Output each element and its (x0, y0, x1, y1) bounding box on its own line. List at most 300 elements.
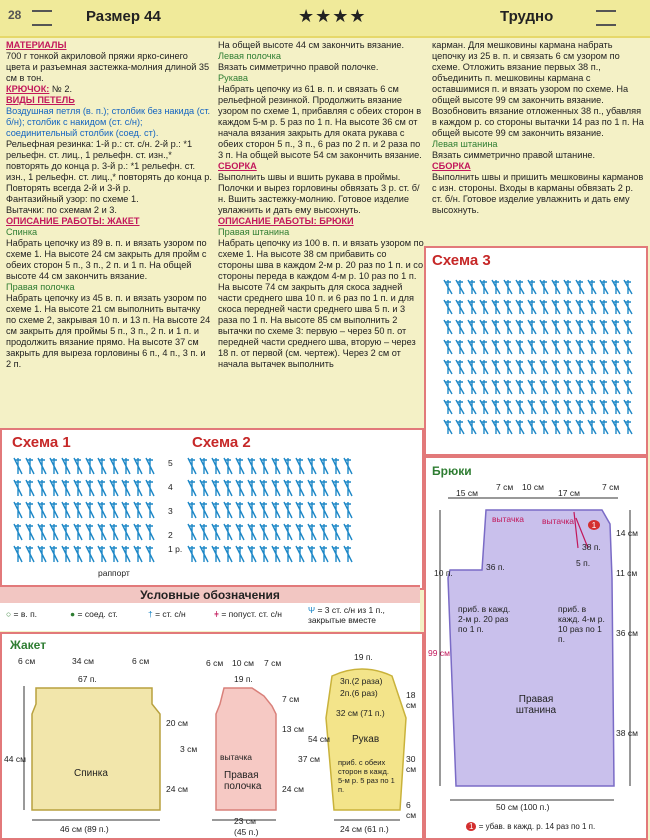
scheme-1-stitch (146, 546, 154, 562)
scheme-2-stitch (188, 502, 196, 518)
back-subheading: Спинка (6, 227, 38, 237)
scheme-1-stitch (26, 480, 34, 496)
back-dim-side-total: 44 см (4, 754, 26, 764)
scheme-1-stitch (134, 502, 142, 518)
scheme-3-stitch (624, 340, 632, 354)
left-front-subheading: Левая полочка (218, 51, 281, 61)
scheme-3-stitch (516, 400, 524, 414)
back-dim-side-2: 24 см (166, 784, 188, 794)
scheme-3-stitch (624, 400, 632, 414)
scheme-1-stitch (26, 502, 34, 518)
stitches-heading: ВИДЫ ПЕТЕЛЬ (6, 95, 75, 105)
row-number-1: 1 р. (168, 544, 183, 554)
scheme-3-panel (424, 246, 648, 456)
scheme-3-stitch (492, 380, 500, 394)
scheme-3-stitch (576, 300, 584, 314)
assembly-heading: СБОРКА (218, 161, 257, 171)
assembly-text: Выполнить швы и вшить рукава в проймы. Полочки и вырез горловины обвязать 3 р. ст. б/н. Вшить застежку-молнию. Готовое изделие увлажнить и дать ему высохнуть. (218, 172, 420, 215)
trousers-dim-right-3: 36 см (616, 628, 638, 638)
scheme-1-stitch (98, 502, 106, 518)
back-dim-side-1: 20 см (166, 718, 188, 728)
scheme-2-stitch (332, 480, 340, 496)
scheme-3-stitch (552, 400, 560, 414)
scheme-1-stitch (26, 546, 34, 562)
scheme-3-stitch (516, 340, 524, 354)
scheme-3-stitch (600, 420, 608, 434)
scheme-2-stitch (308, 480, 316, 496)
footnote-marker-icon: 1 (466, 822, 476, 831)
sleeve-row-3: 32 см (71 п.) (336, 708, 385, 718)
legend-dc: † = ст. с/н (148, 609, 186, 619)
scheme-3-stitch (456, 420, 464, 434)
scheme-3-stitch (600, 340, 608, 354)
page-header (0, 0, 650, 38)
scheme-2-stitch (224, 458, 232, 474)
scheme-3-stitch (564, 340, 572, 354)
scheme-3-stitch (576, 400, 584, 414)
scheme-3-stitch (444, 380, 452, 394)
scheme-1-stitch (62, 502, 70, 518)
scheme-3-stitch (612, 300, 620, 314)
front-dim-top-2: 10 см (232, 658, 254, 668)
legend-slip: ● = соед. ст. (70, 609, 118, 619)
scheme-2-title: Схема 2 (192, 434, 251, 451)
scheme-2-stitch (212, 502, 220, 518)
scheme-3-stitch (540, 300, 548, 314)
scheme-1-stitch (62, 480, 70, 496)
scheme-3-stitch (456, 320, 464, 334)
sleeve-increase: приб. с обеих сторон в кажд. 5-м р. 5 раз по 1 п. (338, 758, 395, 794)
scheme-3-stitch (492, 420, 500, 434)
row-number-3: 3 (168, 506, 173, 516)
front-top-stitches: 19 п. (234, 674, 253, 684)
scheme-1-stitch (74, 524, 82, 540)
trousers-dart-1: вытачка (492, 514, 525, 524)
scheme-3-stitch (612, 420, 620, 434)
scheme-1-stitch (62, 524, 70, 540)
scheme-3-stitch (624, 420, 632, 434)
scheme-1-stitch (38, 502, 46, 518)
scheme-3-stitch (528, 320, 536, 334)
row-number-5: 5 (168, 458, 173, 468)
legend-skip: ǂ = попуст. ст. с/н (214, 609, 282, 619)
trousers-total-height: 99 см (428, 648, 450, 658)
scheme-2-stitch (224, 546, 232, 562)
scheme-2-stitch (320, 458, 328, 474)
sleeve-top-stitches: 19 п. (354, 652, 373, 662)
scheme-2-stitch (284, 546, 292, 562)
scheme-2-stitch (284, 458, 292, 474)
sleeve-dim-side-3: 6 см (406, 800, 417, 820)
stitches-text: Воздушная петля (в. п.); столбик без накида (ст. б/н); столбик с накидом (ст. с/н); соединительный столбик (соед. ст). (6, 106, 211, 138)
scheme-3-stitch (600, 360, 608, 374)
scheme-3-stitch (588, 400, 596, 414)
scheme-1-stitch (62, 458, 70, 474)
scheme-3-stitch (456, 300, 464, 314)
scheme-1-stitch (50, 524, 58, 540)
trousers-st-36: 36 п. (486, 562, 505, 572)
scheme-3-stitch (552, 340, 560, 354)
back-dim-top-3: 6 см (132, 656, 150, 666)
fancy-text: Фантазийный узор: по схеме 1. (6, 194, 139, 204)
scheme-2-stitch (344, 546, 352, 562)
scheme-3-stitch (444, 340, 452, 354)
scheme-3-stitch (600, 320, 608, 334)
rapport-label: раппорт (98, 568, 130, 578)
assembly2-heading: СБОРКА (432, 161, 471, 171)
scheme-1-stitch (14, 524, 22, 540)
legend-title: Условные обозначения (0, 587, 420, 603)
scheme-3-stitch (480, 300, 488, 314)
difficulty-stars: ★★★★ (298, 6, 367, 26)
scheme-2-stitch (296, 480, 304, 496)
scheme-3-stitch (456, 400, 464, 414)
scheme-2-stitch (248, 480, 256, 496)
scheme-1-stitch (110, 480, 118, 496)
scheme-3-stitch (504, 300, 512, 314)
scheme-3-stitch (468, 280, 476, 294)
scheme-3-stitch (468, 340, 476, 354)
scheme-2-stitch (296, 458, 304, 474)
scheme-3-stitch (444, 320, 452, 334)
materials-text: 700 г тонкой акриловой пряжи ярко-синего цвета и разъемная застежка-молния длиной 35 см в тон. (6, 51, 210, 83)
scheme-1-stitch (38, 458, 46, 474)
scheme-1-title: Схема 1 (12, 434, 71, 451)
trousers-dim-right-4: 38 см (616, 728, 638, 738)
back-dim-top-2: 34 см (72, 656, 94, 666)
scheme-3-stitch (540, 400, 548, 414)
scheme-2-stitch (212, 458, 220, 474)
right-front-subheading: Правая полочка (6, 282, 75, 292)
scheme-1-stitch (14, 480, 22, 496)
scheme-1-stitch (134, 458, 142, 474)
col3-intro: карман. Для мешковины кармана набрать цепочку из 25 в. п. и связать 6 см узором по схеме. Отложить вязание первых 38 п., объединить п. мешковины кармана с оставшимися п. и вязать узором по схеме. На общей высоте 99 см закончить вязание. Возобновить вязание отложенных 38 п., убавляя в каждом р. со стороны вытачки 14 раз по 1 п. На общей высоте 99 см закончить вязание. (432, 40, 644, 138)
front-bottom-stitches: (45 п.) (234, 827, 259, 837)
scheme-2-stitch (200, 502, 208, 518)
scheme-3-stitch (492, 360, 500, 374)
scheme-1-stitch (98, 546, 106, 562)
scheme-3-stitch (516, 380, 524, 394)
scheme-2-stitch (260, 458, 268, 474)
scheme-1-stitch (146, 480, 154, 496)
scheme-1-stitch (98, 458, 106, 474)
scheme-2-stitch (200, 546, 208, 562)
scheme-2-stitch (332, 524, 340, 540)
hook-text: № 2. (51, 84, 72, 94)
scheme-3-stitch (480, 380, 488, 394)
scheme-1-stitch (38, 524, 46, 540)
back-label: Спинка (74, 768, 108, 779)
scheme-3-stitch (564, 400, 572, 414)
dart-marker-icon: 1 (588, 520, 600, 530)
scheme-3-stitch (552, 380, 560, 394)
jacket-panel (0, 632, 424, 840)
scheme-3-stitch (444, 360, 452, 374)
scheme-1-stitch (122, 524, 130, 540)
scheme-3-stitch (600, 380, 608, 394)
scheme-3-stitch (600, 400, 608, 414)
scheme-3-stitch (576, 280, 584, 294)
scheme-3-stitch (576, 340, 584, 354)
text-column-1 (6, 40, 212, 370)
materials-heading: МАТЕРИАЛЫ (6, 40, 67, 50)
sleeve-dim-side-1: 18 см (406, 690, 417, 710)
jacket-heading: ОПИСАНИЕ РАБОТЫ: ЖАКЕТ (6, 216, 140, 226)
scheme-1-stitch (134, 546, 142, 562)
scheme-3-stitch (588, 300, 596, 314)
scheme-3-stitch (540, 280, 548, 294)
scheme-3-stitch (480, 340, 488, 354)
trousers-diagram (426, 458, 646, 838)
scheme-2-stitch (188, 546, 196, 562)
scheme-3-stitch (528, 420, 536, 434)
scheme-2-stitch (248, 502, 256, 518)
scheme-2-stitch (272, 502, 280, 518)
assembly2-text: Выполнить швы и пришить мешковины карманов с изн. стороны. Входы в карманы обвязать 2 р. ст. б/н. Готовое изделие увлажнить и дать ему высохнуть. (432, 172, 644, 215)
scheme-3-stitch (540, 380, 548, 394)
scheme-2-stitch (188, 480, 196, 496)
scheme-1-stitch (50, 502, 58, 518)
scheme-3-stitch (600, 280, 608, 294)
scheme-1-stitch (98, 480, 106, 496)
right-front-text: Набрать цепочку из 45 в. п. и вязать узором по схеме 1. На высоте 21 см выполнить вытачку по схеме 2, закрывая 10 п. и 13 п. На высоте 24 см закрыть для проймы 5 п., 3 п., 2 п. и 1 п. и продолжить вязание прямо. На высоте 37 см закрыть для выреза горловины 6 п., 4 п., 3 п. и 2 п. (6, 293, 211, 369)
scheme-3-stitch (516, 280, 524, 294)
trousers-st-5: 5 п. (576, 558, 591, 568)
sleeve-text: Набрать цепочку из 61 в. п. и связать 6 см рельефной резинкой. Продолжить вязание узором по схеме 1, прибавляя с обеих сторон в каждом 5-м р. 5 раз по 1 п. На высоте 36 см от начала вязания закрыть для оката рукава с обеих сторон 5 п., 3 п., 6 раз по 2 п. и 2 раза по 3 п. На общей высоте 54 см закончить вязание. (218, 84, 422, 160)
scheme-2-stitch (260, 546, 268, 562)
scheme-2-stitch (248, 524, 256, 540)
scheme-2-stitch (272, 524, 280, 540)
scheme-3-stitch (528, 400, 536, 414)
scheme-3-stitch (468, 300, 476, 314)
scheme-1-stitch (50, 546, 58, 562)
scheme-2-stitch (236, 480, 244, 496)
trousers-footnote: 1 = убав. в кажд. р. 14 раз по 1 п. (466, 822, 595, 831)
front-bottom: 23 см (234, 816, 256, 826)
trousers-dim-top-2: 7 см (496, 482, 514, 492)
scheme-3-stitch (624, 280, 632, 294)
right-leg-subheading: Правая штанина (218, 227, 290, 237)
scheme-2-stitch (236, 546, 244, 562)
trousers-inc-left: приб. в кажд. 2-м р. 20 раз по 1 п. (458, 604, 511, 634)
scheme-3-stitch (564, 420, 572, 434)
scheme-1-stitch (74, 502, 82, 518)
scheme-1-stitch (38, 480, 46, 496)
trousers-dim-top-4: 17 см (558, 488, 580, 498)
scheme-2-stitch (308, 524, 316, 540)
legend (0, 585, 420, 631)
chain-icon: ○ (6, 609, 12, 619)
scheme-1-stitch (122, 458, 130, 474)
scheme-2-stitch (200, 458, 208, 474)
scheme-3-stitch (456, 380, 464, 394)
scheme-2-stitch (212, 524, 220, 540)
scheme-2-stitch (236, 458, 244, 474)
scheme-1-stitch (26, 458, 34, 474)
scheme-3-stitch (492, 300, 500, 314)
scheme-2-stitch (248, 546, 256, 562)
scheme-3-stitch (624, 380, 632, 394)
trousers-st-38: 38 п. (582, 542, 601, 552)
scheme-3-stitch (528, 280, 536, 294)
sleeve-subheading: Рукава (218, 73, 248, 83)
scheme-2-stitch (332, 458, 340, 474)
cluster-icon: Ψ (308, 605, 316, 615)
trousers-dim-top-3: 10 см (522, 482, 544, 492)
trousers-bottom-width: 50 см (100 п.) (496, 802, 550, 812)
scheme-3-stitch (516, 320, 524, 334)
scheme-3-stitch (588, 320, 596, 334)
row-number-4: 4 (168, 482, 173, 492)
scheme-3-stitch (480, 320, 488, 334)
scheme-1-stitch (86, 458, 94, 474)
scheme-1-stitch (134, 524, 142, 540)
sleeve-row-2: 2п.(6 раз) (340, 688, 378, 698)
scheme-3-stitch (444, 280, 452, 294)
sleeve-dim-total: 54 см (308, 734, 330, 744)
scheme-1-stitch (50, 480, 58, 496)
back-bottom: 46 см (89 п.) (60, 824, 109, 834)
scheme-2-stitch (344, 524, 352, 540)
trousers-dim-right-1: 14 см (616, 528, 638, 538)
front-dim-side-2: 13 см (282, 724, 304, 734)
scheme-3-stitch (516, 300, 524, 314)
scheme-3-stitch (612, 340, 620, 354)
scheme-3-stitch (480, 360, 488, 374)
front-dim-side-4: 37 см (298, 754, 320, 764)
scheme-3-stitch (480, 280, 488, 294)
scheme-1-stitch (74, 546, 82, 562)
scheme-1-stitch (62, 546, 70, 562)
scheme-3-stitch (492, 320, 500, 334)
scheme-3-stitch (492, 340, 500, 354)
trousers-inc-right: приб. в кажд. 4-м р. 10 раз по 1 п. (558, 604, 605, 644)
difficulty-label: Трудно (500, 8, 554, 25)
trousers-dim-top-1: 15 см (456, 488, 478, 498)
scheme-3-stitch (540, 420, 548, 434)
scheme-2-stitch (308, 546, 316, 562)
scheme-1-stitch (86, 502, 94, 518)
decor-lines-icon (596, 10, 616, 26)
front-dart-label: вытачка (220, 752, 253, 762)
scheme-1-stitch (14, 458, 22, 474)
scheme-3-stitch (504, 400, 512, 414)
legend-cluster: Ψ = 3 ст. с/н из 1 п., закрытые вместе (308, 605, 385, 625)
scheme-3-stitch (576, 380, 584, 394)
trousers-dim-top-5: 7 см (602, 482, 620, 492)
scheme-2-stitch (224, 480, 232, 496)
scheme-1-stitch (146, 524, 154, 540)
scheme-2-stitch (260, 524, 268, 540)
right-leg-text: Набрать цепочку из 100 в. п. и вязать узором по схеме 1. На высоте 38 см прибавить со стороны шва в каждом 2-м р. 20 раз по 1 п. и со стороны переда в каждом 4-м р. 10 раз по 1 п. На высоте 74 см закрыть для скоса задней части среднего шва 10 п. и 6 раз по 1 п. и для скоса передней части среднего шва 5 п. и 3 раза по 1 п. На высоте 85 см выполнить 2 вытачки по схеме 3: первую – через 50 п. от передней части среднего шва, вторую – через 18 п. от первой (см. чертеж). Через 2 см от начала вытачек выполнить (218, 238, 424, 369)
trousers-dart-2: вытачка (542, 516, 575, 526)
scheme-2-stitch (188, 458, 196, 474)
scheme-3-stitch (588, 360, 596, 374)
schemes-1-2-diagram (2, 430, 422, 588)
trousers-st-10: 10 п. (434, 568, 453, 578)
hook-heading: КРЮЧОК: (6, 84, 50, 94)
trousers-panel (424, 456, 648, 840)
scheme-3-stitch (468, 400, 476, 414)
scheme-3-stitch (444, 400, 452, 414)
scheme-3-stitch (528, 360, 536, 374)
scheme-3-stitch (528, 380, 536, 394)
scheme-3-stitch (552, 320, 560, 334)
scheme-1-stitch (26, 524, 34, 540)
scheme-3-stitch (612, 380, 620, 394)
scheme-3-stitch (456, 360, 464, 374)
scheme-1-stitch (122, 480, 130, 496)
skip-icon: ǂ (214, 609, 219, 619)
scheme-1-stitch (110, 524, 118, 540)
scheme-3-stitch (612, 400, 620, 414)
scheme-3-stitch (516, 360, 524, 374)
scheme-3-stitch (540, 360, 548, 374)
scheme-3-title: Схема 3 (432, 252, 491, 269)
scheme-1-stitch (14, 546, 22, 562)
front-dim-side-3: 24 см (282, 784, 304, 794)
front-label: Правая полочка (224, 770, 262, 792)
rib-text: Рельефная резинка: 1-й р.: ст. с/н. 2-й р.: *1 рельефн. ст. лиц., 1 рельефн. ст. изн.,* повторять до конца р. 3-й р.: *1 рельефн. ст. изн., 1 рельефн. ст. лиц.,* повторять до конца р. Повторять всегда 2-й и 3-й р. (6, 139, 212, 193)
scheme-2-stitch (320, 480, 328, 496)
scheme-2-stitch (212, 480, 220, 496)
scheme-1-stitch (110, 546, 118, 562)
scheme-2-stitch (272, 480, 280, 496)
scheme-2-stitch (260, 480, 268, 496)
scheme-1-stitch (86, 546, 94, 562)
scheme-3-stitch (576, 360, 584, 374)
text-column-3 (432, 40, 644, 216)
scheme-3-stitch (456, 340, 464, 354)
row-number-2: 2 (168, 530, 173, 540)
scheme-3-diagram (426, 248, 646, 454)
scheme-3-stitch (624, 360, 632, 374)
scheme-1-stitch (134, 480, 142, 496)
slip-icon: ● (70, 609, 76, 619)
col2-intro: На общей высоте 44 см закончить вязание. (218, 40, 405, 50)
scheme-3-stitch (612, 320, 620, 334)
scheme-3-stitch (444, 300, 452, 314)
scheme-1-stitch (110, 502, 118, 518)
scheme-3-stitch (492, 400, 500, 414)
scheme-3-stitch (564, 300, 572, 314)
scheme-2-stitch (332, 546, 340, 562)
dc-icon: † (148, 609, 153, 619)
front-dim-top-3: 7 см (264, 658, 282, 668)
scheme-1-stitch (146, 458, 154, 474)
scheme-2-stitch (272, 458, 280, 474)
scheme-3-stitch (468, 420, 476, 434)
scheme-3-stitch (468, 380, 476, 394)
front-dim-top-1: 6 см (206, 658, 224, 668)
scheme-1-stitch (38, 546, 46, 562)
scheme-3-stitch (468, 360, 476, 374)
scheme-3-stitch (456, 280, 464, 294)
scheme-3-stitch (588, 280, 596, 294)
scheme-2-stitch (284, 502, 292, 518)
text-column-2 (218, 40, 424, 370)
scheme-2-stitch (344, 502, 352, 518)
scheme-2-stitch (236, 524, 244, 540)
scheme-3-stitch (564, 380, 572, 394)
scheme-1-stitch (14, 502, 22, 518)
back-top-stitches: 67 п. (78, 674, 97, 684)
scheme-2-stitch (296, 546, 304, 562)
scheme-2-stitch (320, 524, 328, 540)
front-dim-side-1: 7 см (282, 694, 300, 704)
scheme-2-stitch (212, 546, 220, 562)
scheme-2-stitch (344, 458, 352, 474)
